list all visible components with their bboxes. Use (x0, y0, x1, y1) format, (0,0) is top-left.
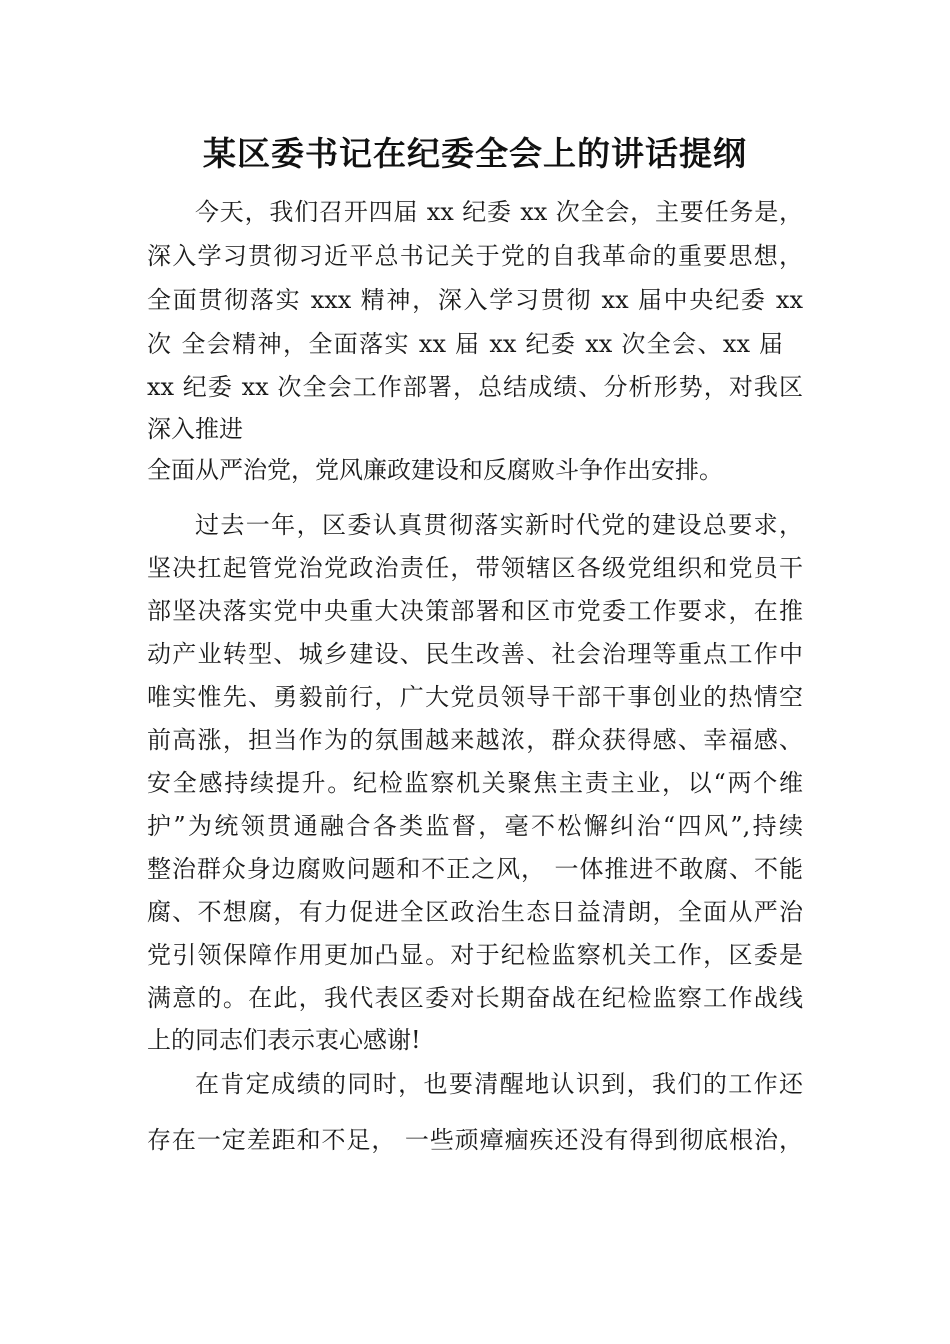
text-line: 上的同志们表示衷心感谢! (147, 1026, 421, 1054)
text-line: 党引领保障作用更加凸显。对于纪检监察机关工作，区委是 (147, 941, 803, 969)
text-line: 全面贯彻落实 xxx 精神，深入学习贯彻 xx 届中央纪委 xx (147, 286, 803, 314)
text-line: 部坚决落实党中央重大决策部署和区市党委工作要求，在推 (147, 597, 803, 625)
text-line: 今天，我们召开四届 xx 纪委 xx 次全会，主要任务是， (195, 198, 803, 226)
text-line: 在肯定成绩的同时，也要清醒地认识到，我们的工作还 (195, 1070, 803, 1098)
text-line: 护”为统领贯通融合各类监督，毫不松懈纠治“四风”,持续 (147, 812, 803, 840)
text-line: 整治群众身边腐败问题和不正之风， 一体推进不敢腐、不能 (147, 855, 803, 883)
document-title: 某区委书记在纪委全会上的讲话提纲 (203, 134, 747, 173)
text-line: 过去一年，区委认真贯彻落实新时代党的建设总要求， (195, 511, 803, 539)
text-line: 全面从严治党，党风廉政建设和反腐败斗争作出安排。 (147, 456, 723, 484)
text-line: 前高涨，担当作为的氛围越来越浓，群众获得感、幸福感、 (147, 726, 803, 754)
text-line: 安全感持续提升。纪检监察机关聚焦主责主业，以“两个维 (147, 769, 803, 797)
text-line: 唯实惟先、勇毅前行，广大党员领导干部干事创业的热情空 (147, 683, 803, 711)
text-line: 动产业转型、城乡建设、民生改善、社会治理等重点工作中 (147, 640, 803, 668)
text-line: 腐、不想腐，有力促进全区政治生态日益清朗，全面从严治 (147, 898, 803, 926)
text-line: 坚决扛起管党治党政治责任，带领辖区各级党组织和党员干 (147, 554, 803, 582)
text-line: 满意的。在此，我代表区委对长期奋战在纪检监察工作战线 (147, 984, 803, 1012)
text-line: 深入推进 (147, 415, 243, 443)
text-line: 深入学习贯彻习近平总书记关于党的自我革命的重要思想， (147, 242, 803, 270)
text-line: xx 纪委 xx 次全会工作部署，总结成绩、分析形势，对我区 (147, 373, 803, 401)
text-line: 存在一定差距和不足， 一些顽瘴痼疾还没有得到彻底根治， (147, 1126, 803, 1154)
text-line: 次 全会精神，全面落实 xx 届 xx 纪委 xx 次全会、xx 届 (147, 330, 783, 358)
